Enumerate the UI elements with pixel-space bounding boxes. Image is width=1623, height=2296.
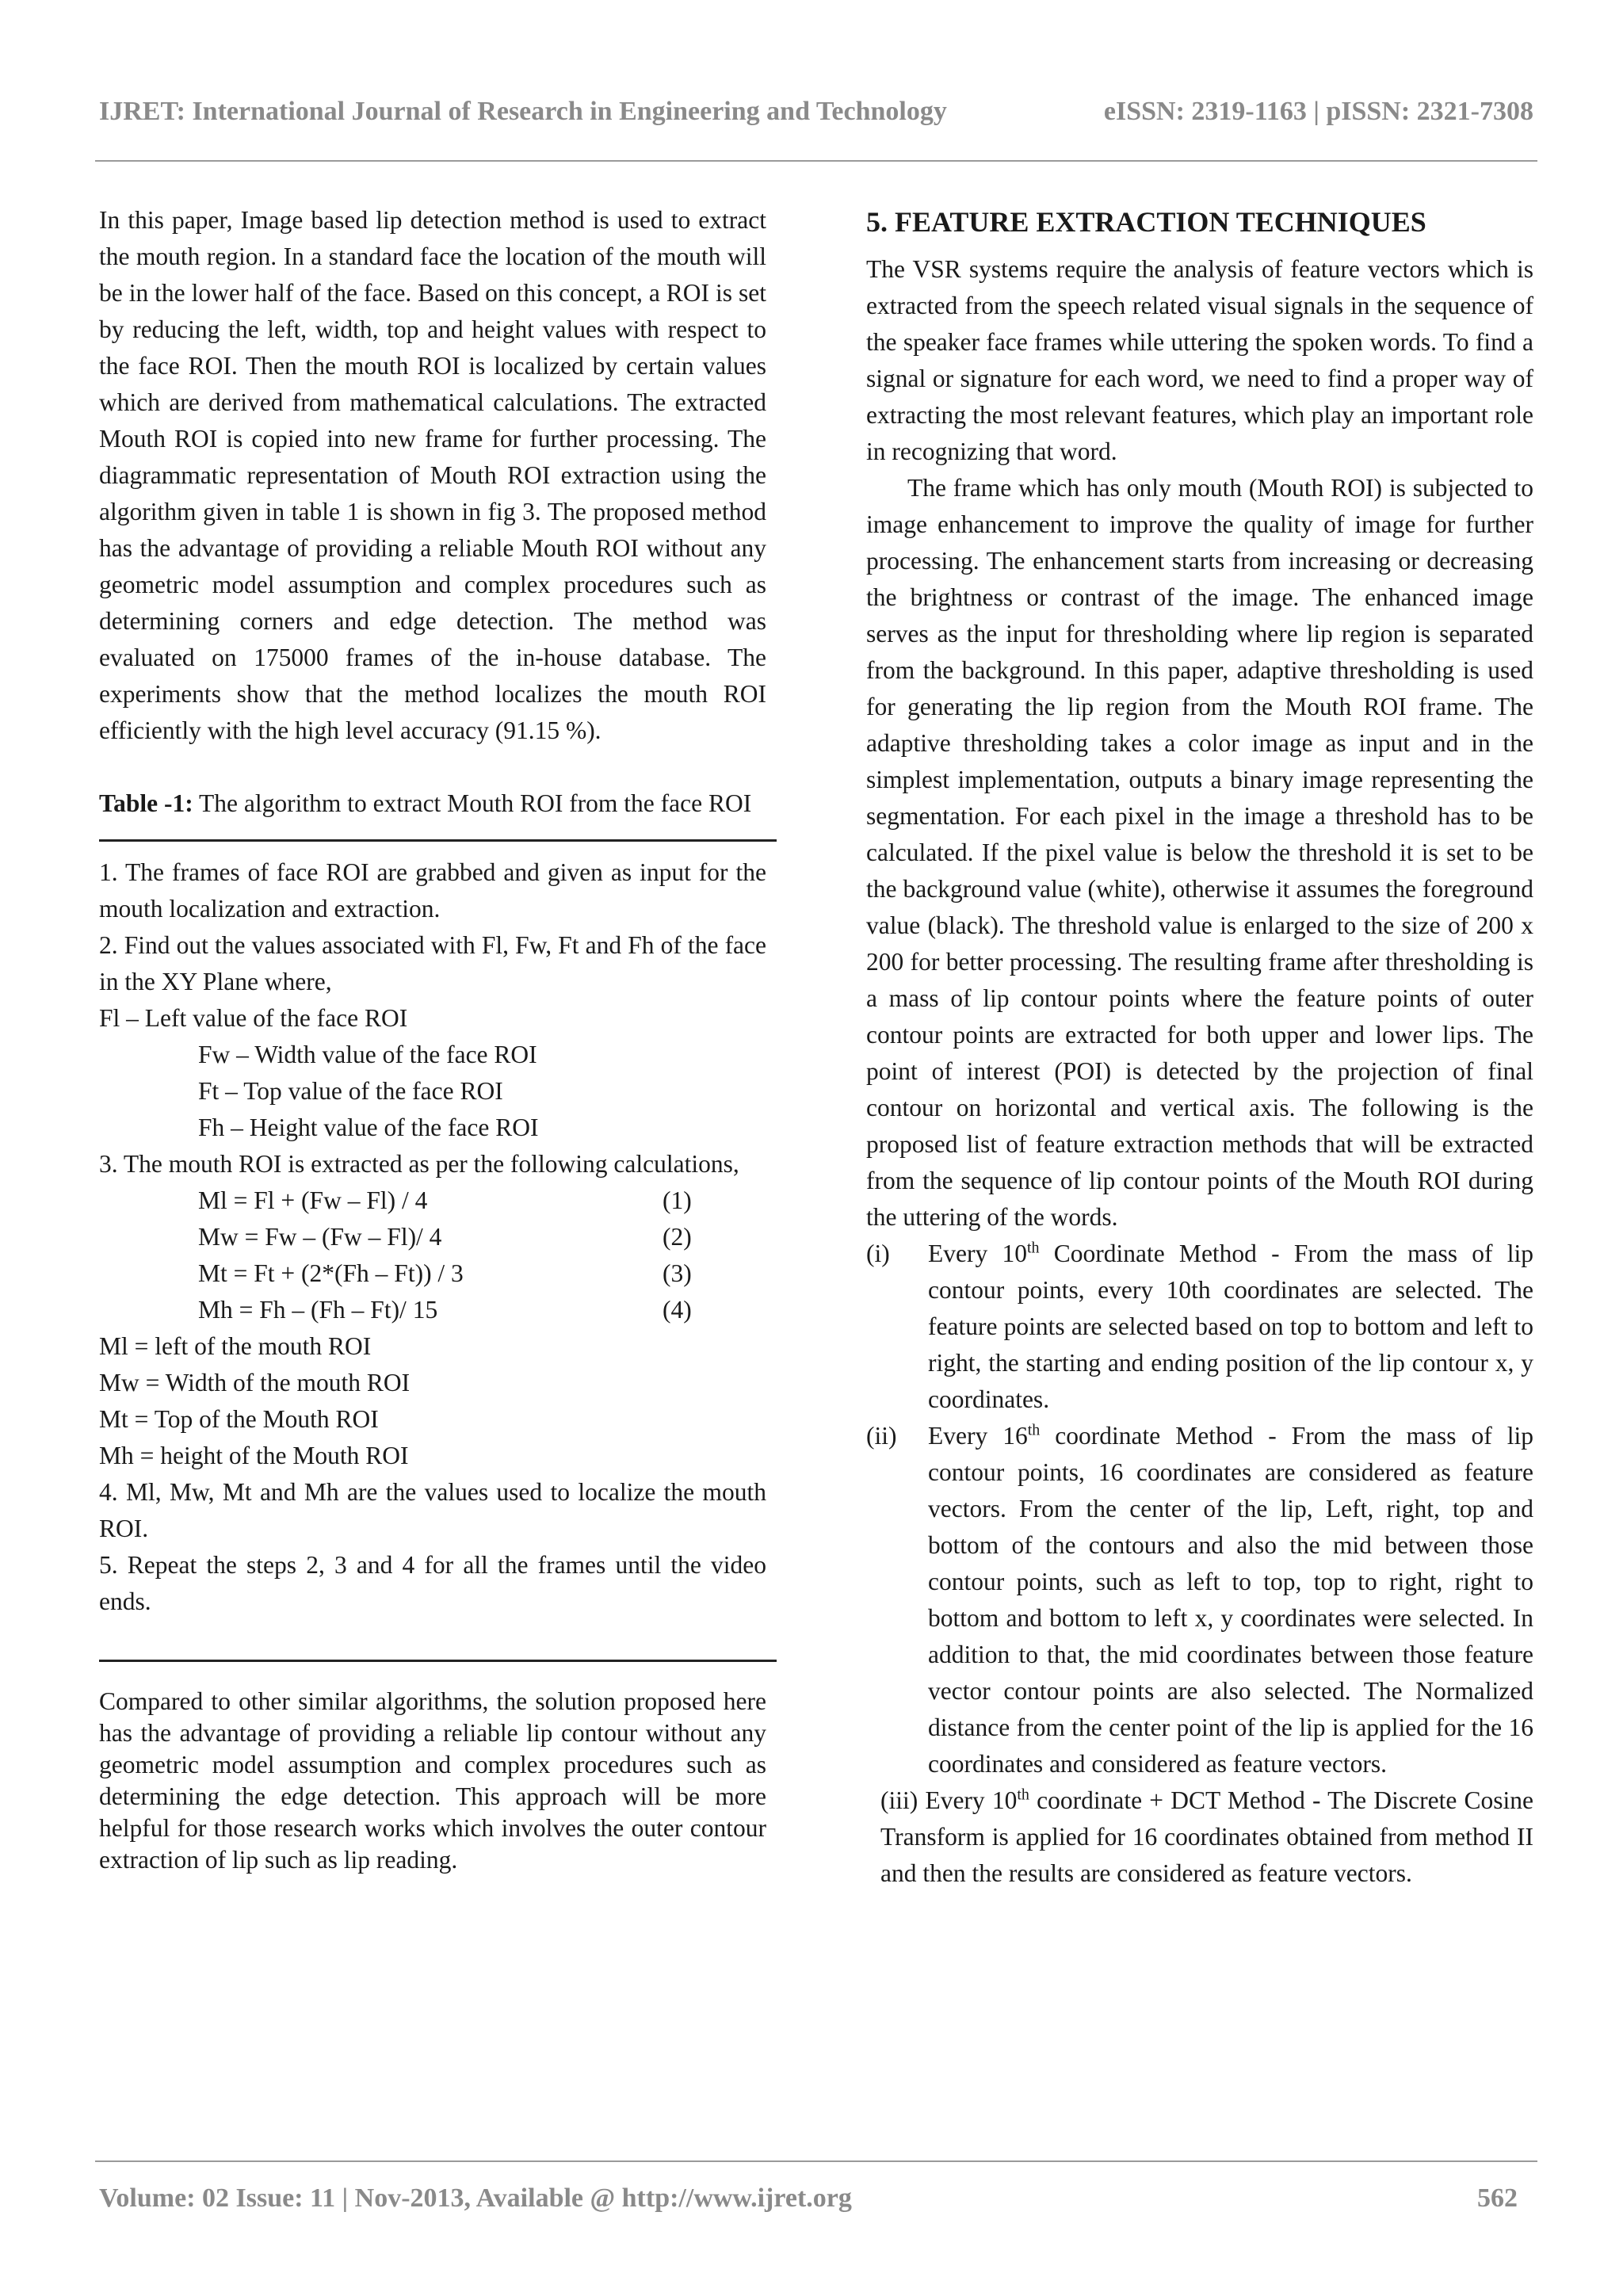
definition-mh: Mh = height of the Mouth ROI bbox=[99, 1442, 409, 1469]
algorithm-step-2: 2. Find out the values associated with Fl, Fw, Ft and Fh of the face in the XY Plane where, bbox=[99, 931, 766, 995]
list-item-sup: th bbox=[1026, 1239, 1040, 1257]
equation-number: (4) bbox=[663, 1296, 692, 1324]
table-bottom-rule bbox=[99, 1660, 777, 1662]
journal-title: IJRET: International Journal of Research in Engineering and Technology bbox=[99, 97, 947, 126]
list-item-i bbox=[866, 1236, 1533, 1418]
list-item-ii bbox=[866, 1418, 1533, 1782]
definition-ml: Ml = left of the mouth ROI bbox=[99, 1332, 372, 1360]
list-item-text: Coordinate Method - From the mass of lip contour points, every 10th coordinates are selected. The feature points are selected based on top to bottom and left to right, the starting and ending position of the lip contour x, y coordinates. bbox=[928, 1240, 1534, 1413]
table-caption-text: The algorithm to extract Mouth ROI from the face ROI bbox=[193, 789, 752, 817]
algorithm-step-3: 3. The mouth ROI is extracted as per the following calculations, bbox=[99, 1150, 739, 1178]
equation-expression: Mt = Ft + (2*(Fh – Ft)) / 3 bbox=[198, 1259, 464, 1287]
definition-mw: Mw = Width of the mouth ROI bbox=[99, 1369, 411, 1396]
page-number: 562 bbox=[1477, 2183, 1518, 2213]
conclusion-paragraph: Compared to other similar algorithms, the solution proposed here has the advantage of providing a reliable lip contour without any geometric model assumption and complex procedures such as determining the edge detection. This approach will be more helpful for those research works which involves the outer contour extraction of lip such as lip reading. bbox=[99, 1687, 766, 1874]
list-numeral: (iii) bbox=[880, 1786, 918, 1814]
list-item-lead: Every 10 bbox=[928, 1240, 1027, 1267]
list-item-lead: Every 10 bbox=[925, 1786, 1018, 1814]
algorithm-step-4: 4. Ml, Mw, Mt and Mh are the values used to localize the mouth ROI. bbox=[99, 1478, 766, 1542]
list-item-body bbox=[928, 1236, 1533, 1418]
equation-number: (3) bbox=[663, 1259, 692, 1287]
paragraph-1: The VSR systems require the analysis of feature vectors which is extracted from the speech related visual signals in the sequence of the speaker face frames while uttering the spoken words. To find a signal or signature for each word, we need to find a proper way of extracting the most relevant features, which play an important role in recognizing that word. bbox=[866, 255, 1533, 465]
definition-fh: Fh – Height value of the face ROI bbox=[198, 1114, 539, 1141]
volume-info: Volume: 02 Issue: 11 | Nov-2013, Available @ http://www.ijret.org bbox=[99, 2183, 852, 2213]
table-label: Table -1: bbox=[99, 789, 193, 817]
table-caption bbox=[99, 785, 766, 822]
equation-4 bbox=[99, 1292, 766, 1328]
footer-rule bbox=[95, 2160, 1537, 2162]
page-footer bbox=[99, 2183, 1518, 2214]
list-item-sup: th bbox=[1017, 1786, 1029, 1804]
equation-3 bbox=[99, 1255, 766, 1292]
list-numeral: (ii) bbox=[866, 1422, 897, 1450]
intro-paragraph: In this paper, Image based lip detection method is used to extract the mouth region. In a standard face the location of the mouth will be in the lower half of the face. Based on this concept, a ROI is set by reducing the left, width, top and height values with respect to the face ROI. Then the mouth ROI is localized by certain values which are derived from mathematical calculations. The extracted Mouth ROI is copied into new frame for further processing. The diagrammatic representation of Mouth ROI extraction using the algorithm given in table 1 is shown in fig 3. The proposed method has the advantage of providing a reliable Mouth ROI without any geometric model assumption and complex procedures such as determining corners and edge detection. The method was evaluated on 175000 frames of the in-house database. The experiments show that the method localizes the mouth ROI efficiently with the high level accuracy (91.15 %). bbox=[99, 206, 766, 744]
equation-number: (1) bbox=[663, 1186, 692, 1214]
definition-fw: Fw – Width value of the face ROI bbox=[198, 1041, 537, 1068]
list-item-sup: th bbox=[1027, 1421, 1041, 1439]
definition-ft: Ft – Top value of the face ROI bbox=[198, 1077, 503, 1105]
left-column bbox=[99, 202, 766, 1876]
definition-fl: Fl – Left value of the face ROI bbox=[99, 1004, 408, 1032]
equation-expression: Mh = Fh – (Fh – Ft)/ 15 bbox=[198, 1296, 438, 1324]
algorithm-step-5: 5. Repeat the steps 2, 3 and 4 for all the frames until the video ends. bbox=[99, 1551, 766, 1615]
list-item-body bbox=[928, 1418, 1533, 1782]
list-numeral: (i) bbox=[866, 1240, 890, 1267]
issn: eISSN: 2319-1163 | pISSN: 2321-7308 bbox=[1103, 97, 1533, 126]
page-header bbox=[99, 97, 1533, 127]
equation-2 bbox=[99, 1219, 766, 1255]
list-item-lead: Every 16 bbox=[928, 1422, 1028, 1450]
equation-expression: Mw = Fw – (Fw – Fl)/ 4 bbox=[198, 1223, 442, 1251]
list-item-text: coordinate + DCT Method - The Discrete Cosine Transform is applied for 16 coordinates obtained from method II and then the results are considered as feature vectors. bbox=[880, 1786, 1534, 1887]
section-title: 5. FEATURE EXTRACTION TECHNIQUES bbox=[866, 206, 1426, 238]
algorithm-step-1: 1. The frames of face ROI are grabbed and given as input for the mouth localization and extraction. bbox=[99, 858, 766, 923]
paragraph-2: The frame which has only mouth (Mouth ROI) is subjected to image enhancement to improve the quality of image for further processing. The enhancement starts from increasing or decreasing the brightness or contrast of the image. The enhanced image serves as the input for thresholding where lip region is separated from the background. In this paper, adaptive thresholding is used for generating the lip region from the Mouth ROI frame. The adaptive thresholding takes a color image as input and in the simplest implementation, outputs a binary image representing the segmentation. For each pixel in the image a threshold has to be calculated. If the pixel value is below the threshold it is set to be the background value (white), otherwise it assumes the foreground value (black). The threshold value is enlarged to the size of 200 x 200 for better processing. The resulting frame after thresholding is a mass of lip contour points where the feature points of outer contour points are extracted for both upper and lower lips. The point of interest (POI) is detected by the projection of final contour on horizontal and vertical axis. The following is the proposed list of feature extraction methods that will be extracted from the sequence of lip contour points of the Mouth ROI during the uttering of the words. bbox=[866, 474, 1533, 1231]
list-item-body bbox=[880, 1782, 1533, 1892]
equation-1 bbox=[99, 1182, 766, 1219]
equation-expression: Ml = Fl + (Fw – Fl) / 4 bbox=[198, 1186, 428, 1214]
right-column bbox=[866, 202, 1533, 1892]
list-item-iii bbox=[866, 1782, 1533, 1892]
algorithm-table bbox=[99, 842, 766, 1660]
header-rule bbox=[95, 160, 1537, 162]
list-item-text: coordinate Method - From the mass of lip contour points, 16 coordinates are considered as feature vectors. From the center of the lip, Left, right, top and bottom of the contours and also the mid between those contour points, such as left to top, top to right, right to bottom and bottom to left x, y coordinates were selected. In addition to that, the mid coordinates between those feature vector contour points are also selected. The Normalized distance from the center point of the lip is applied for the 16 coordinates and considered as feature vectors. bbox=[928, 1422, 1534, 1778]
definition-mt: Mt = Top of the Mouth ROI bbox=[99, 1405, 379, 1433]
equation-number: (2) bbox=[663, 1223, 692, 1251]
